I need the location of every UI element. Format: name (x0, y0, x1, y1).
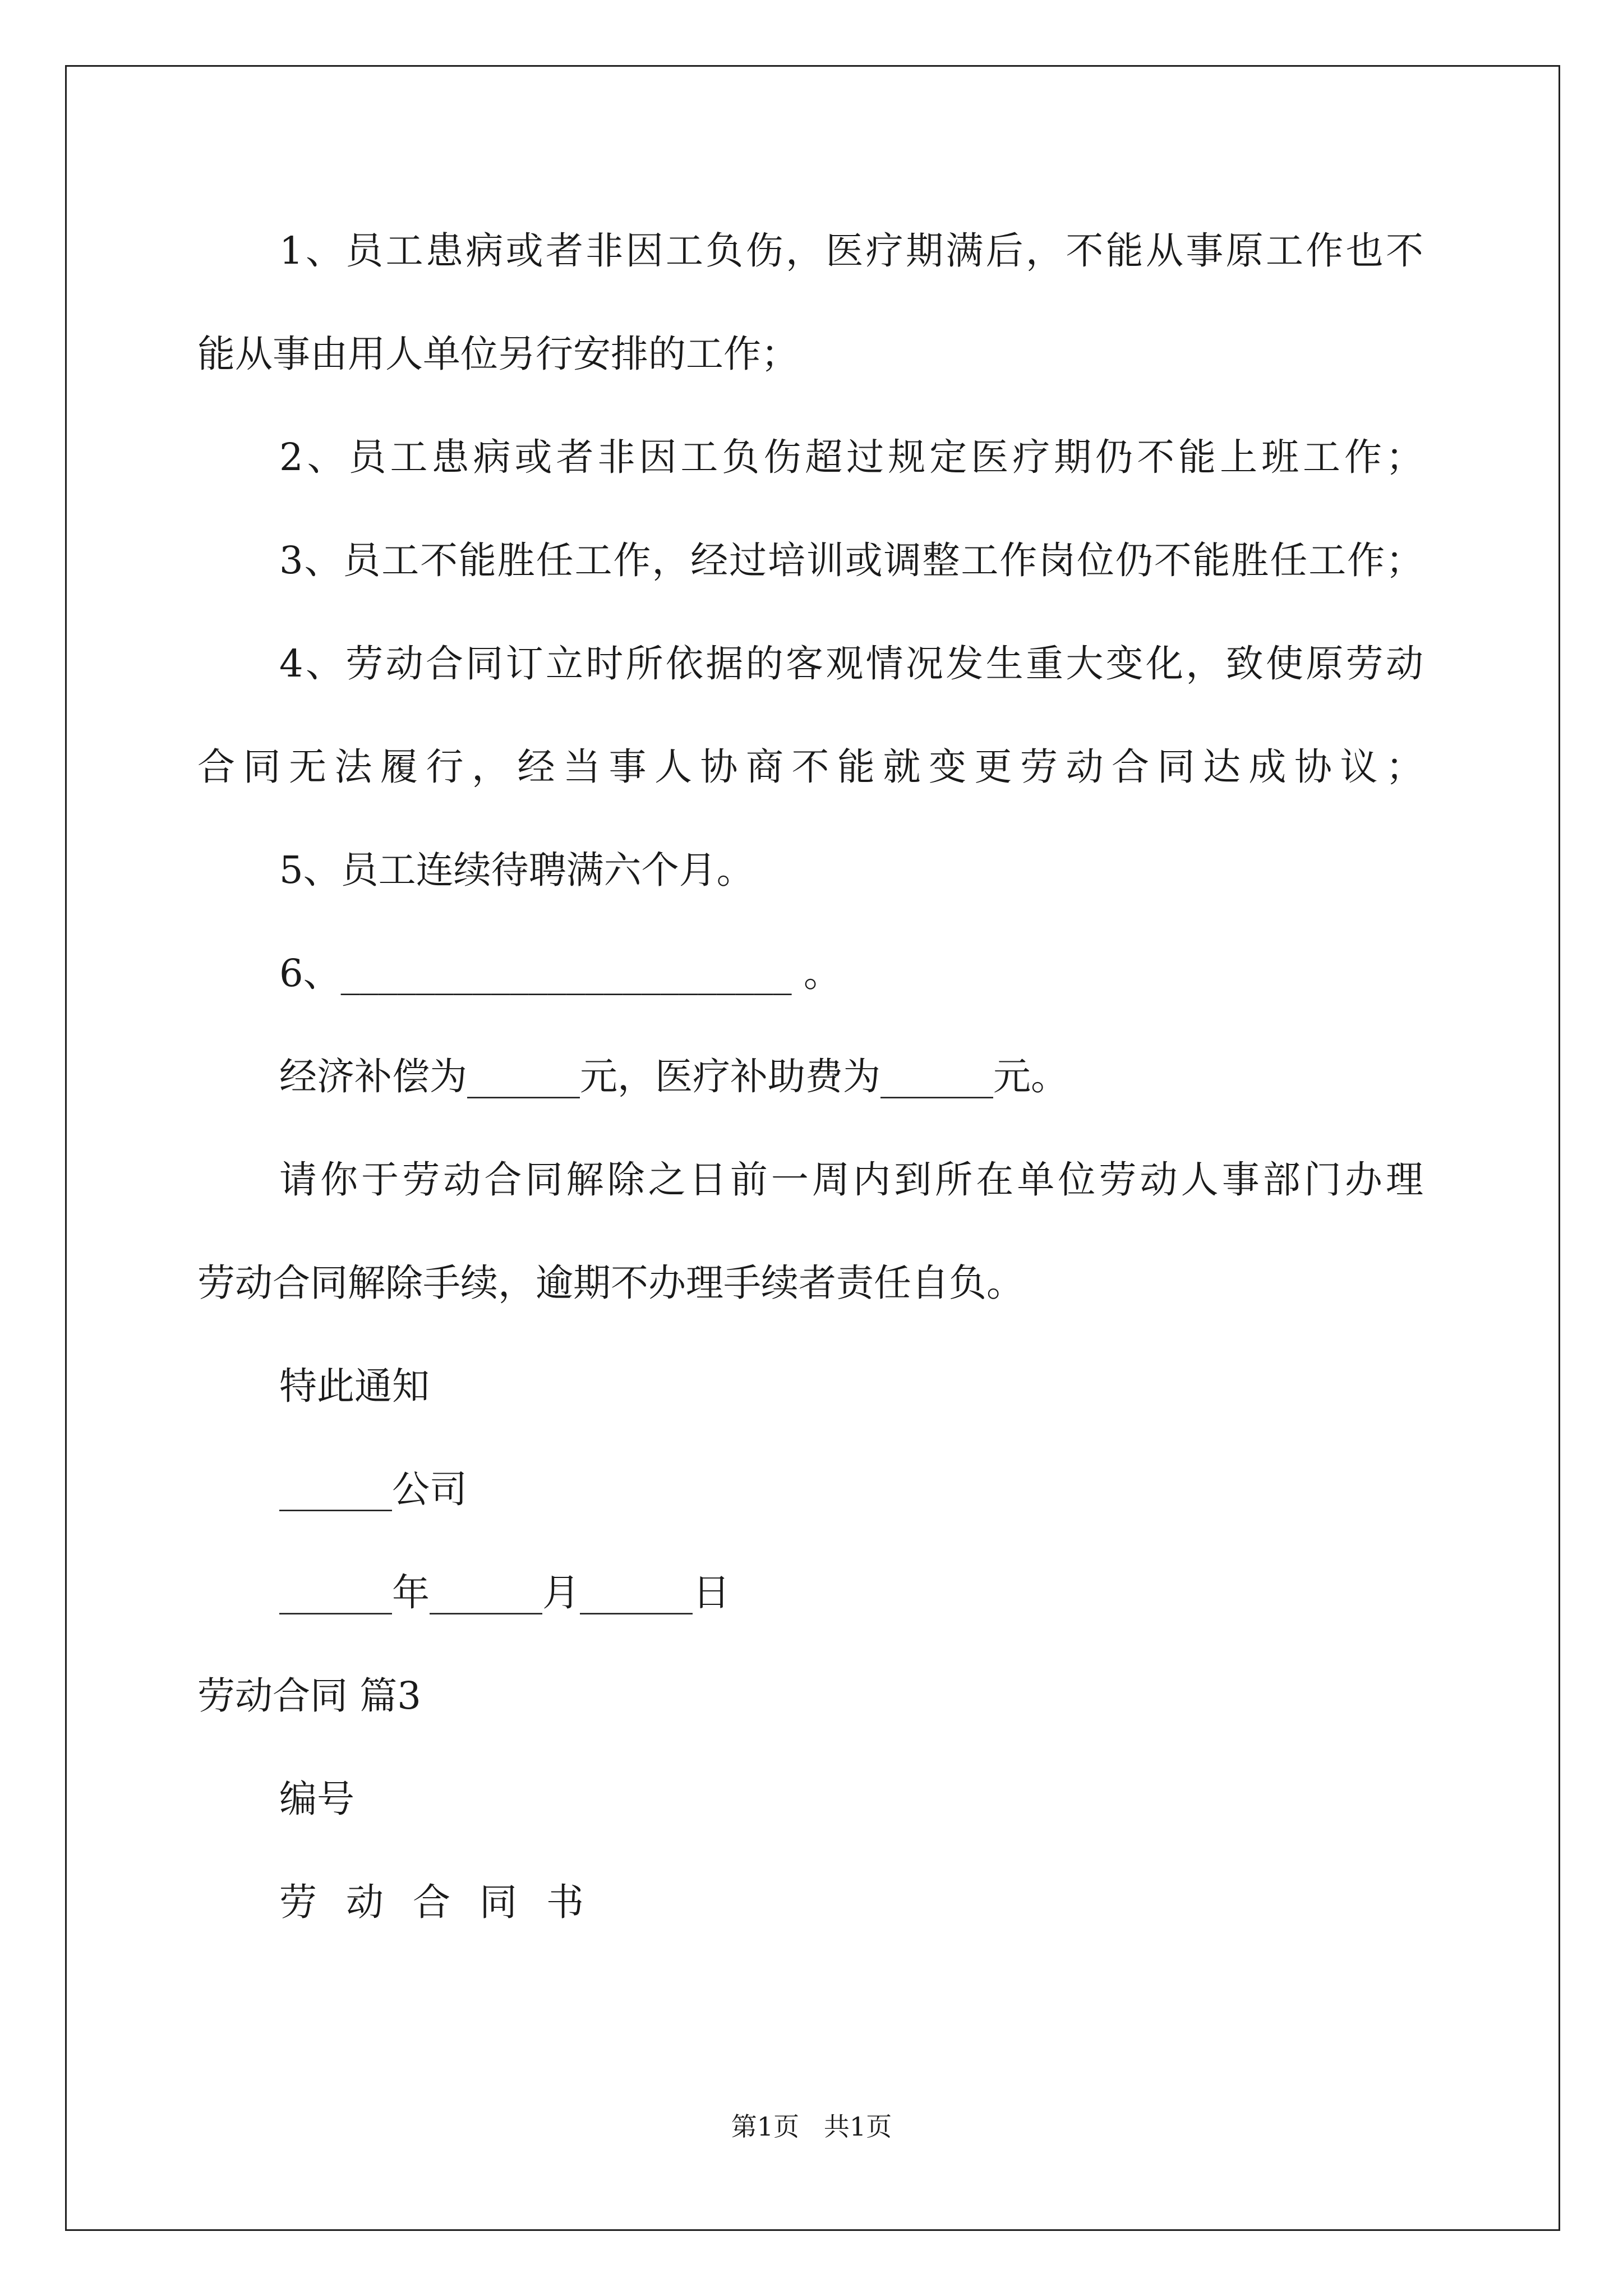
procedure-line-2: 劳动合同解除手续，逾期不办理手续者责任自负。 (197, 1261, 1024, 1305)
clause-5: 5、员工连续待聘满六个月。 (279, 848, 754, 892)
company-signature: ______公司 (279, 1467, 467, 1511)
clause-2: 2、员工患病或者非因工负伤超过规定医疗期仍不能上班工作； (279, 435, 1423, 479)
number-label: 编号 (279, 1777, 354, 1821)
page-footer: 第1页 共1页 (731, 2111, 892, 2142)
procedure-line-1: 请你于劳动合同解除之日前一周内到所在单位劳动人事部门办理 (279, 1158, 1423, 1202)
clause-4-line-1: 4、劳动合同订立时所依据的客观情况发生重大变化，致使原劳动 (279, 642, 1423, 685)
notice-closing: 特此通知 (279, 1364, 430, 1408)
clause-4-line-2: 合同无法履行，经当事人协商不能就变更劳动合同达成协议； (197, 745, 1423, 789)
compensation-line: 经济补偿为______元，医疗补助费为______元。 (279, 1055, 1068, 1098)
date-line: ______年______月______日 (279, 1571, 730, 1614)
clause-6: 6、________________________ 。 (279, 951, 841, 995)
clause-1-line-1: 1、员工患病或者非因工负伤，医疗期满后，不能从事原工作也不 (279, 229, 1423, 273)
clause-1-line-2: 能从事由用人单位另行安排的工作； (197, 332, 799, 376)
section-heading: 劳动合同 篇3 (197, 1674, 421, 1718)
clause-3: 3、员工不能胜任工作，经过培训或调整工作岗位仍不能胜任工作； (279, 539, 1423, 582)
contract-title: 劳动合同书 (279, 1880, 613, 1924)
